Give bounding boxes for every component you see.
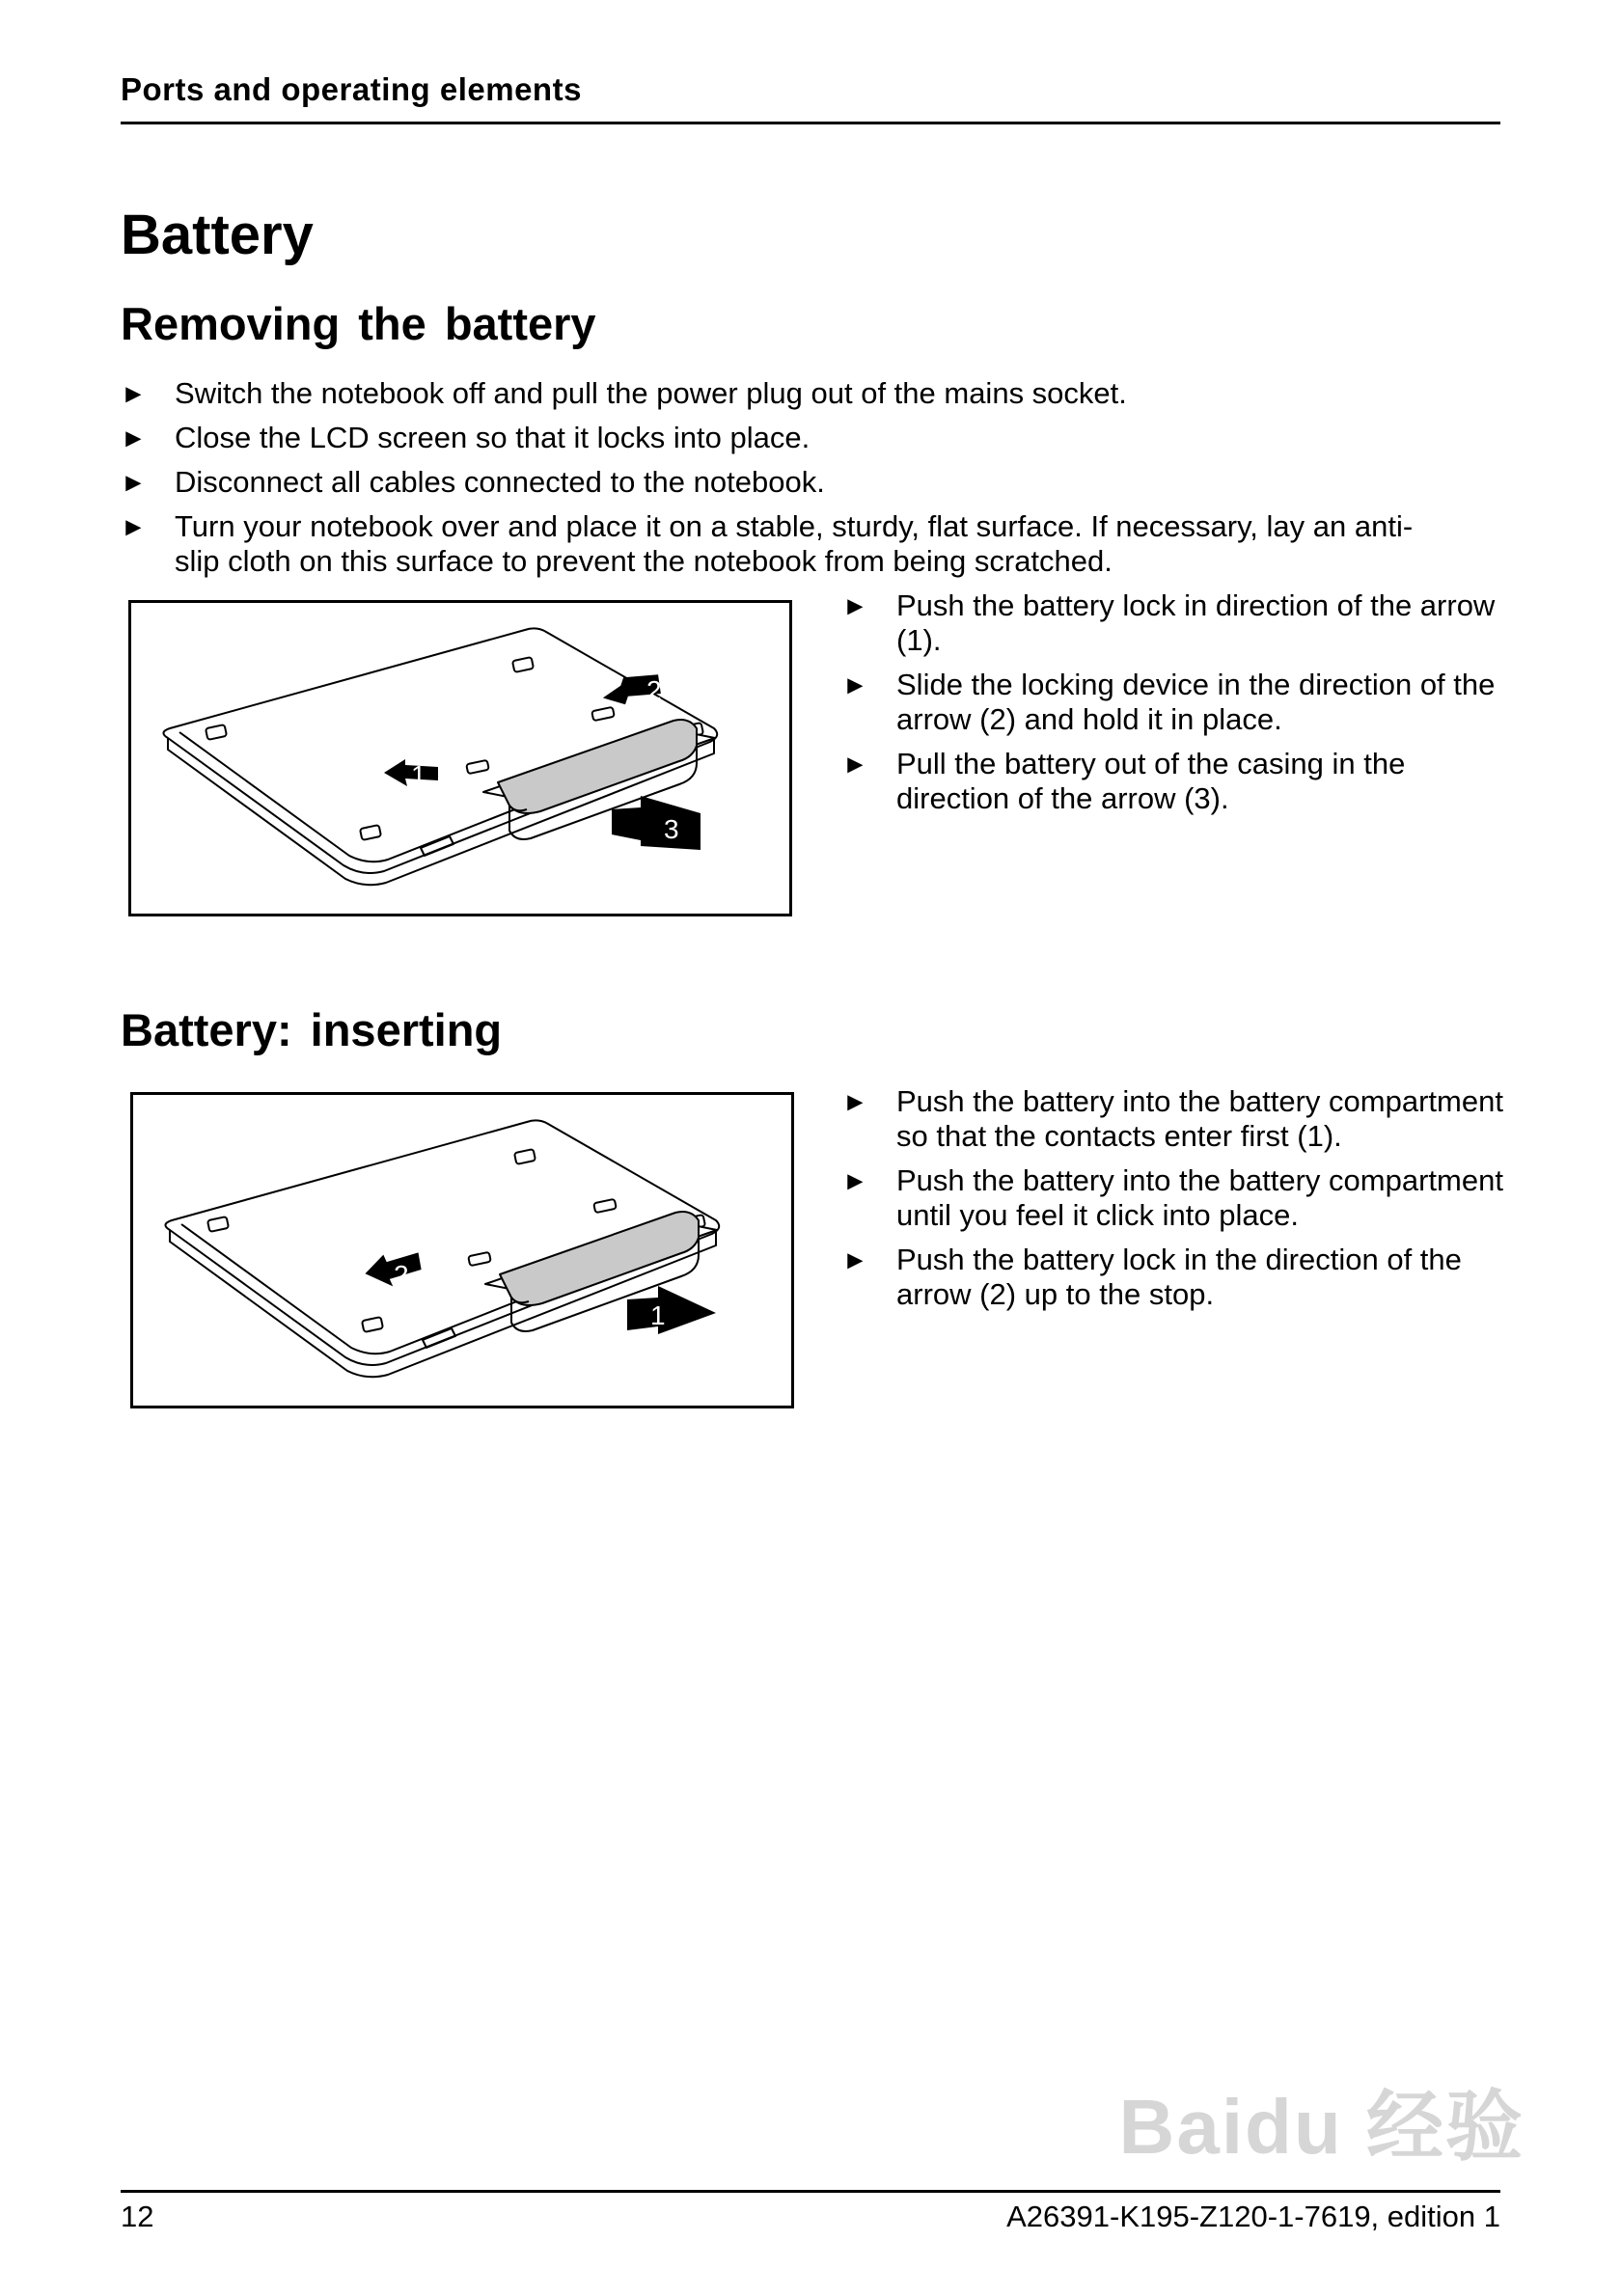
watermark: Baidu 经验 [1118, 2084, 1525, 2170]
bullet-arrow-icon: ► [121, 379, 147, 408]
list-item: ► Close the LCD screen so that it locks into place. [121, 421, 810, 454]
label-1: 1 [411, 760, 426, 790]
document-id: A26391-K195-Z120-1-7619, edition 1 [1006, 2200, 1500, 2233]
page-title: Battery [121, 204, 314, 266]
insertion-steps-list [842, 1084, 1518, 1322]
bullet-arrow-icon: ► [842, 1087, 868, 1116]
page-number: 12 [121, 2200, 154, 2233]
label-2: 2 [394, 1260, 409, 1290]
arrow-1-icon [627, 1286, 716, 1334]
list-item: ► Push the battery into the battery compartment so that the contacts enter first (1). [842, 1084, 1503, 1153]
notebook-battery-removal-illustration [131, 603, 795, 919]
bullet-arrow-icon: ► [842, 670, 868, 699]
bullet-arrow-icon: ► [121, 512, 147, 541]
notebook-battery-insertion-illustration [133, 1095, 797, 1411]
list-item: ► Pull the battery out of the casing in the direction of the arrow (3). [842, 747, 1406, 815]
bullet-arrow-icon: ► [121, 468, 147, 497]
running-header: Ports and operating elements [121, 71, 582, 107]
footer-rule [121, 2190, 1500, 2193]
inserting-heading: Battery: inserting [121, 1004, 503, 1055]
label-2: 2 [646, 675, 662, 705]
bullet-arrow-icon: ► [121, 424, 147, 452]
list-item: ► Push the battery lock in the direction of the arrow (2) up to the stop. [842, 1243, 1462, 1311]
header-rule [121, 122, 1500, 124]
prep-steps-list [121, 376, 1452, 588]
list-item: ► Turn your notebook over and place it on a stable, sturdy, flat surface. If necessary, lay an anti-slip cloth on this surface to prevent the notebook from being scratched. [121, 509, 1414, 578]
bullet-arrow-icon: ► [842, 750, 868, 779]
list-item: ► Slide the locking device in the direction of the arrow (2) and hold it in place. [842, 668, 1496, 736]
list-item: ► Disconnect all cables connected to the notebook. [121, 465, 825, 499]
list-item: ► Push the battery lock in direction of the arrow (1). [842, 588, 1496, 657]
bullet-arrow-icon: ► [842, 1166, 868, 1195]
battery-removal-figure [128, 600, 792, 916]
removing-heading: Removing the battery [121, 298, 596, 349]
bullet-arrow-icon: ► [842, 1245, 868, 1274]
removal-steps-list [842, 588, 1498, 826]
list-item: ► Switch the notebook off and pull the power plug out of the mains socket. [121, 376, 1127, 410]
label-1: 1 [650, 1300, 666, 1330]
battery-insertion-figure [130, 1092, 794, 1408]
list-item: ► Push the battery into the battery compartment until you feel it click into place. [842, 1163, 1503, 1232]
label-3: 3 [664, 814, 679, 844]
bullet-arrow-icon: ► [842, 591, 868, 620]
